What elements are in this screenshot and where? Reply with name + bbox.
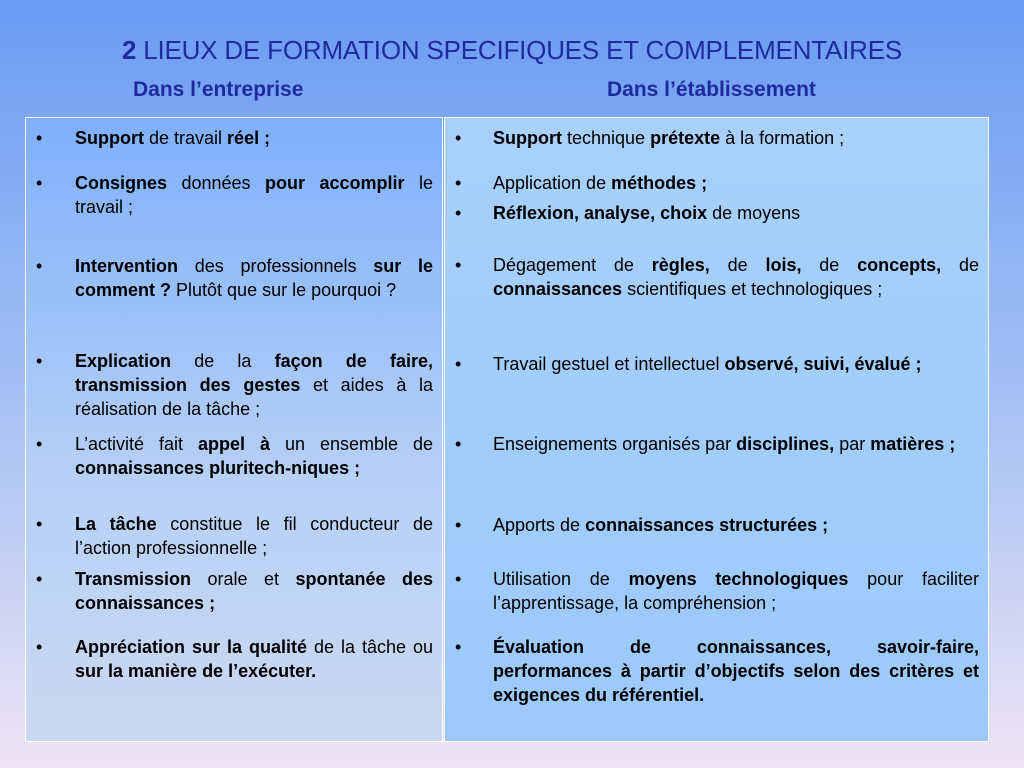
right-bullet: • [455, 637, 462, 657]
left-bullet: • [36, 569, 43, 589]
left-item-text: pour accomplir [265, 173, 405, 193]
establishment-panel [444, 117, 989, 742]
right-item [493, 635, 979, 707]
right-item-text: méthodes ; [611, 173, 708, 193]
right-item-text: Application de [493, 173, 612, 193]
left-item [75, 126, 433, 150]
right-item-text: prétexte [650, 128, 721, 148]
right-bullet: • [455, 354, 462, 374]
right-bullet: • [455, 515, 462, 535]
right-item-text: disciplines, [736, 434, 835, 454]
right-item-text: pour faciliter l’apprentissage, la compréhension ; [493, 569, 979, 613]
right-item-text: connaissances [493, 279, 623, 299]
right-item-text: technique [562, 128, 651, 148]
right-item [493, 567, 979, 615]
right-item-text: à la formation ; [720, 128, 845, 148]
left-item-text: constitue le fil conducteur de l’action professionnelle ; [75, 514, 434, 558]
left-column-heading: Dans l’entreprise [133, 78, 304, 101]
right-item [493, 513, 979, 537]
right-item-text: scientifiques et technologiques ; [622, 279, 883, 299]
right-item-text: de [709, 255, 766, 275]
right-item-text: Enseignements organisés par [493, 434, 737, 454]
left-item-text: réel ; [227, 128, 271, 148]
left-item [75, 171, 433, 219]
right-item-text: par [834, 434, 871, 454]
right-item-text: règles, [651, 255, 710, 275]
right-item [493, 253, 979, 301]
left-item-text: données [167, 173, 266, 193]
right-item-text: Apports de [493, 515, 586, 535]
right-item-text: Utilisation de [493, 569, 629, 589]
left-bullet: • [36, 256, 43, 276]
right-bullet: • [455, 569, 462, 589]
left-item-text: le travail ; [75, 173, 433, 217]
right-bullet: • [455, 128, 462, 148]
left-item-text: L’activité fait [75, 434, 198, 454]
right-item-text: Travail gestuel et intellectuel [493, 354, 725, 374]
left-item [75, 254, 433, 302]
left-item-text: Transmission [75, 569, 192, 589]
right-bullet: • [455, 434, 462, 454]
left-item-text: un ensemble de [270, 434, 433, 454]
left-item-text: spontanée des connaissances ; [75, 569, 433, 613]
right-item-text: connaissances structurées ; [585, 515, 829, 535]
left-bullet: • [36, 434, 43, 454]
left-bullet: • [36, 637, 43, 657]
right-bullet: • [455, 173, 462, 193]
right-item [493, 352, 979, 376]
left-item-text: sur la manière de l’exécuter. [75, 661, 317, 681]
left-item-text: Intervention [75, 256, 179, 276]
right-column-heading: Dans l’établissement [607, 78, 816, 101]
right-bullet: • [455, 255, 462, 275]
left-item-text: connaissances pluritech-niques ; [75, 458, 361, 478]
right-item-text: matières ; [870, 434, 956, 454]
left-item [75, 567, 433, 615]
right-item-text: concepts, [857, 255, 942, 275]
right-item-text: de [801, 255, 858, 275]
right-item-text: de moyens [707, 203, 801, 223]
left-item-text: appel à [198, 434, 270, 454]
right-item-text: observé, suivi, évalué ; [724, 354, 922, 374]
left-item-text: Explication [75, 351, 172, 371]
left-item-text: des professionnels [178, 256, 374, 276]
right-item-text: lois, [765, 255, 802, 275]
right-item [493, 432, 979, 456]
left-item-text: La tâche [75, 514, 157, 534]
right-item-text: Réflexion, analyse, choix [493, 203, 708, 223]
right-item [493, 171, 979, 195]
left-item-text: sur le comment ? [75, 256, 434, 300]
right-item-text: Dégagement de [493, 255, 652, 275]
slide-title [0, 35, 1024, 66]
right-item-text: Évaluation de connaissances, savoir-faire, performances à partir d’objectifs selon des critères et exigences du référentiel. [493, 637, 979, 705]
left-bullet: • [36, 514, 43, 534]
left-item-text: Consignes [75, 173, 168, 193]
slide-title-text: LIEUX DE FORMATION SPECIFIQUES ET COMPLEMENTAIRES [136, 35, 903, 65]
left-item-text: de la tâche ou [307, 637, 434, 657]
right-bullet: • [455, 203, 462, 223]
right-item-text: moyens technologiques [628, 569, 849, 589]
slide-title-number: 2 [121, 35, 137, 65]
left-item [75, 635, 433, 683]
left-item-text: Support [75, 128, 144, 148]
left-item-text: orale et [191, 569, 296, 589]
left-item-text: de travail [144, 128, 228, 148]
left-item-text: Plutôt que sur le pourquoi ? [171, 280, 397, 300]
left-item-text: Appréciation sur la qualité [75, 637, 307, 657]
left-item-text: et aides à la réalisation de la tâche ; [75, 375, 433, 419]
right-item [493, 201, 979, 225]
right-item-text: de [941, 255, 980, 275]
left-bullet: • [36, 351, 43, 371]
left-bullet: • [36, 128, 43, 148]
left-item-text: de la [171, 351, 275, 371]
right-item-text: Support [493, 128, 562, 148]
enterprise-panel [25, 117, 443, 742]
left-bullet: • [36, 173, 43, 193]
left-item [75, 512, 433, 560]
left-item [75, 349, 433, 421]
left-item [75, 432, 433, 480]
left-item-text: façon de faire, transmission des gestes [75, 351, 433, 395]
right-item [493, 126, 979, 150]
